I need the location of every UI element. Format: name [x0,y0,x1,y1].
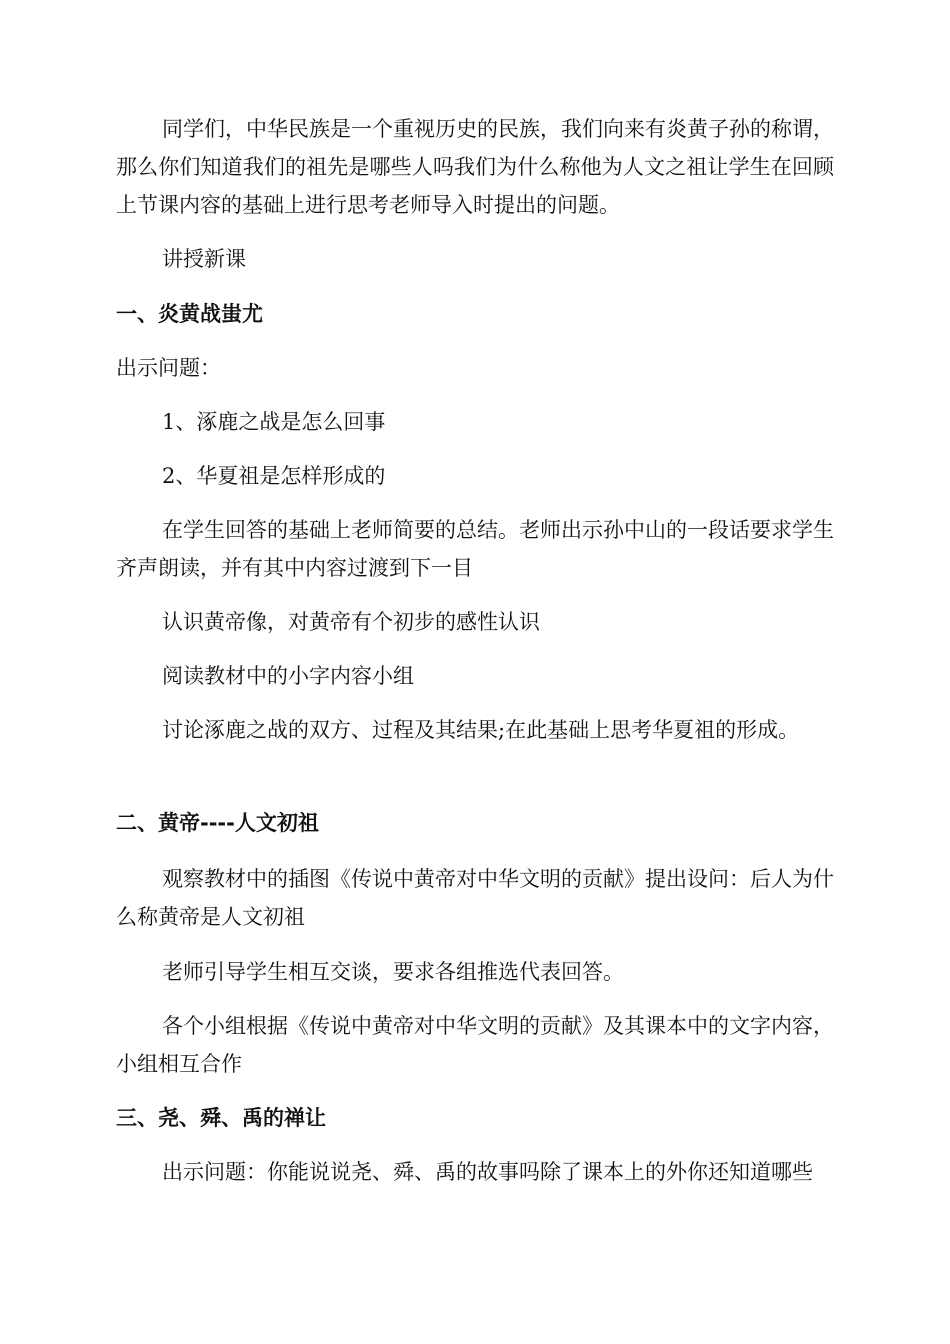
paragraph-discuss-battle: 讨论涿鹿之战的双方、过程及其结果;在此基础上思考华夏祖的形成。 [162,718,800,742]
section-heading-1: 一、炎黄战蚩尤 [116,302,263,326]
paragraph-huangdi-portrait: 认识黄帝像，对黄帝有个初步的感性认识 [162,610,540,634]
intro-paragraph: 同学们，中华民族是一个重视历史的民族，我们向来有炎黄子孙的称谓，那么你们知道我们的祖先是哪些人吗我们为什么称他为人文之祖让学生在回顾上节课内容的基础上进行思考老师导入时提出的问题。 [116,117,834,217]
paragraph-yao-shun-yu-questions: 出示问题：你能说说尧、舜、禹的故事吗除了课本上的外你还知道哪些 [162,1160,813,1184]
section-heading-3: 三、尧、舜、禹的禅让 [116,1106,326,1130]
paragraph-teacher-guides: 老师引导学生相互交谈，要求各组推选代表回答。 [162,960,624,984]
paragraph-teacher-summary: 在学生回答的基础上老师简要的总结。老师出示孙中山的一段话要求学生齐声朗读，并有其中内容过渡到下一目 [116,518,834,580]
paragraph-group-cooperation: 各个小组根据《传说中黄帝对中华文明的贡献》及其课本中的文字内容，小组相互合作 [116,1014,834,1076]
question-item-1: 1、涿鹿之战是怎么回事 [162,410,386,434]
question-item-2: 2、华夏祖是怎样形成的 [162,464,386,488]
section-heading-2: 二、黄帝----人文初祖 [116,811,319,835]
paragraph-show-questions: 出示问题： [116,356,221,380]
paragraph-observe-illustration: 观察教材中的插图《传说中黄帝对中华文明的贡献》提出设问：后人为什么称黄帝是人文初祖 [116,867,834,929]
paragraph-new-lesson: 讲授新课 [162,247,246,271]
paragraph-read-small-text: 阅读教材中的小字内容小组 [162,664,414,688]
